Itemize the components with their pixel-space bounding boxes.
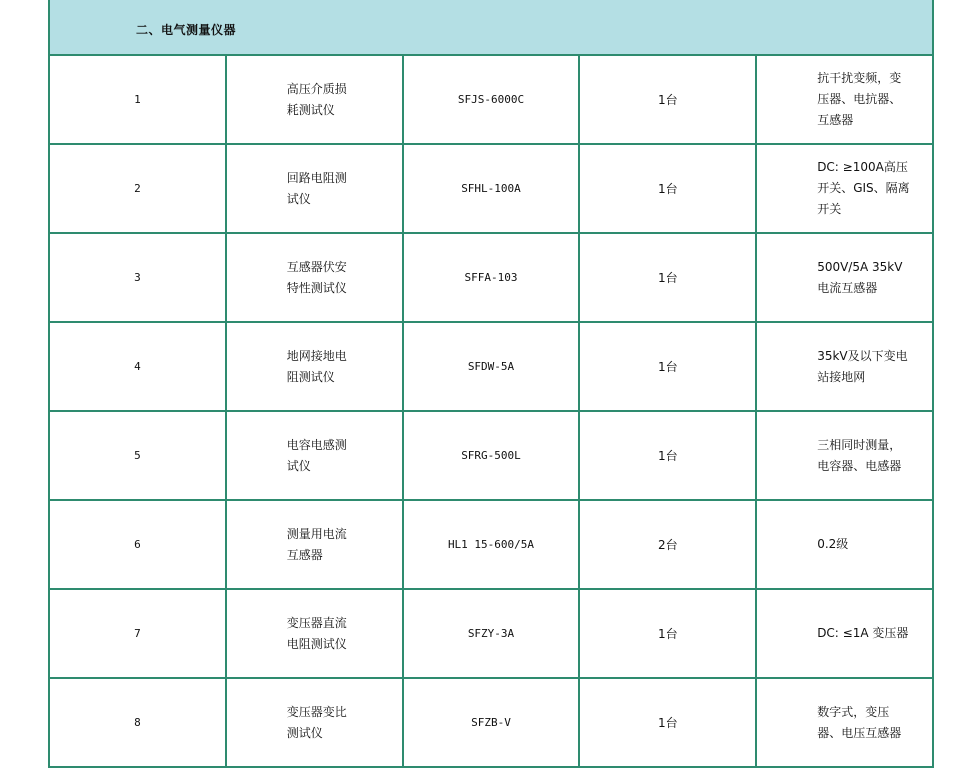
equipment-name-cell xyxy=(226,500,403,589)
row-number: 7 xyxy=(49,589,226,678)
remarks: 三相同时测量，电容器、电感器 xyxy=(817,437,902,473)
table-body xyxy=(49,0,933,767)
remarks-cell xyxy=(756,411,933,500)
equipment-table-container xyxy=(48,0,934,768)
quantity: 1台 xyxy=(579,589,756,678)
model-number: SFFA-103 xyxy=(403,233,580,322)
quantity: 1台 xyxy=(579,411,756,500)
remarks: DC: ≥100A高压开关、GIS、隔离开关 xyxy=(817,160,910,216)
row-number: 5 xyxy=(49,411,226,500)
row-number: 2 xyxy=(49,144,226,233)
remarks-cell xyxy=(756,322,933,411)
table-row xyxy=(49,678,933,767)
equipment-name: 电容电感测试仪 xyxy=(286,437,347,473)
remarks-cell xyxy=(756,500,933,589)
quantity: 1台 xyxy=(579,144,756,233)
quantity: 1台 xyxy=(579,678,756,767)
section-title: 二、电气测量仪器 xyxy=(49,0,933,55)
row-number: 8 xyxy=(49,678,226,767)
equipment-name-cell xyxy=(226,678,403,767)
equipment-name: 变压器直流电阻测试仪 xyxy=(286,615,347,651)
quantity: 2台 xyxy=(579,500,756,589)
table-row xyxy=(49,500,933,589)
equipment-name: 回路电阻测试仪 xyxy=(286,170,347,206)
table-row xyxy=(49,589,933,678)
remarks: 500V/5A 35kV电流互感器 xyxy=(817,259,903,295)
row-number: 4 xyxy=(49,322,226,411)
remarks: 35kV及以下变电站接地网 xyxy=(817,348,908,384)
table-row xyxy=(49,144,933,233)
equipment-name-cell xyxy=(226,411,403,500)
remarks-cell xyxy=(756,55,933,144)
model-number: HL1 15-600/5A xyxy=(403,500,580,589)
remarks: 0.2级 xyxy=(817,537,849,551)
equipment-name: 互感器伏安特性测试仪 xyxy=(286,259,347,295)
equipment-name-cell xyxy=(226,144,403,233)
table-row xyxy=(49,411,933,500)
table-row xyxy=(49,322,933,411)
quantity: 1台 xyxy=(579,322,756,411)
remarks-cell xyxy=(756,144,933,233)
model-number: SFZY-3A xyxy=(403,589,580,678)
quantity: 1台 xyxy=(579,233,756,322)
table-row xyxy=(49,55,933,144)
equipment-name-cell xyxy=(226,589,403,678)
model-number: SFZB-V xyxy=(403,678,580,767)
model-number: SFJS-6000C xyxy=(403,55,580,144)
remarks: 数字式，变压器、电压互感器 xyxy=(817,704,902,740)
row-number: 6 xyxy=(49,500,226,589)
remarks-cell xyxy=(756,233,933,322)
remarks: 抗干扰变频，变压器、电抗器、互感器 xyxy=(817,71,902,127)
model-number: SFHL-100A xyxy=(403,144,580,233)
equipment-table xyxy=(48,0,934,768)
quantity: 1台 xyxy=(579,55,756,144)
remarks-cell xyxy=(756,589,933,678)
equipment-name-cell xyxy=(226,322,403,411)
equipment-name-cell xyxy=(226,233,403,322)
equipment-name: 地网接地电阻测试仪 xyxy=(286,348,347,384)
section-header-row xyxy=(49,0,933,55)
equipment-name: 测量用电流互感器 xyxy=(286,526,347,562)
equipment-name: 变压器变比测试仪 xyxy=(286,704,347,740)
remarks: DC: ≤1A 变压器 xyxy=(817,626,909,640)
row-number: 1 xyxy=(49,55,226,144)
table-row xyxy=(49,233,933,322)
remarks-cell xyxy=(756,678,933,767)
equipment-name: 高压介质损耗测试仪 xyxy=(286,81,347,117)
model-number: SFRG-500L xyxy=(403,411,580,500)
model-number: SFDW-5A xyxy=(403,322,580,411)
equipment-name-cell xyxy=(226,55,403,144)
row-number: 3 xyxy=(49,233,226,322)
